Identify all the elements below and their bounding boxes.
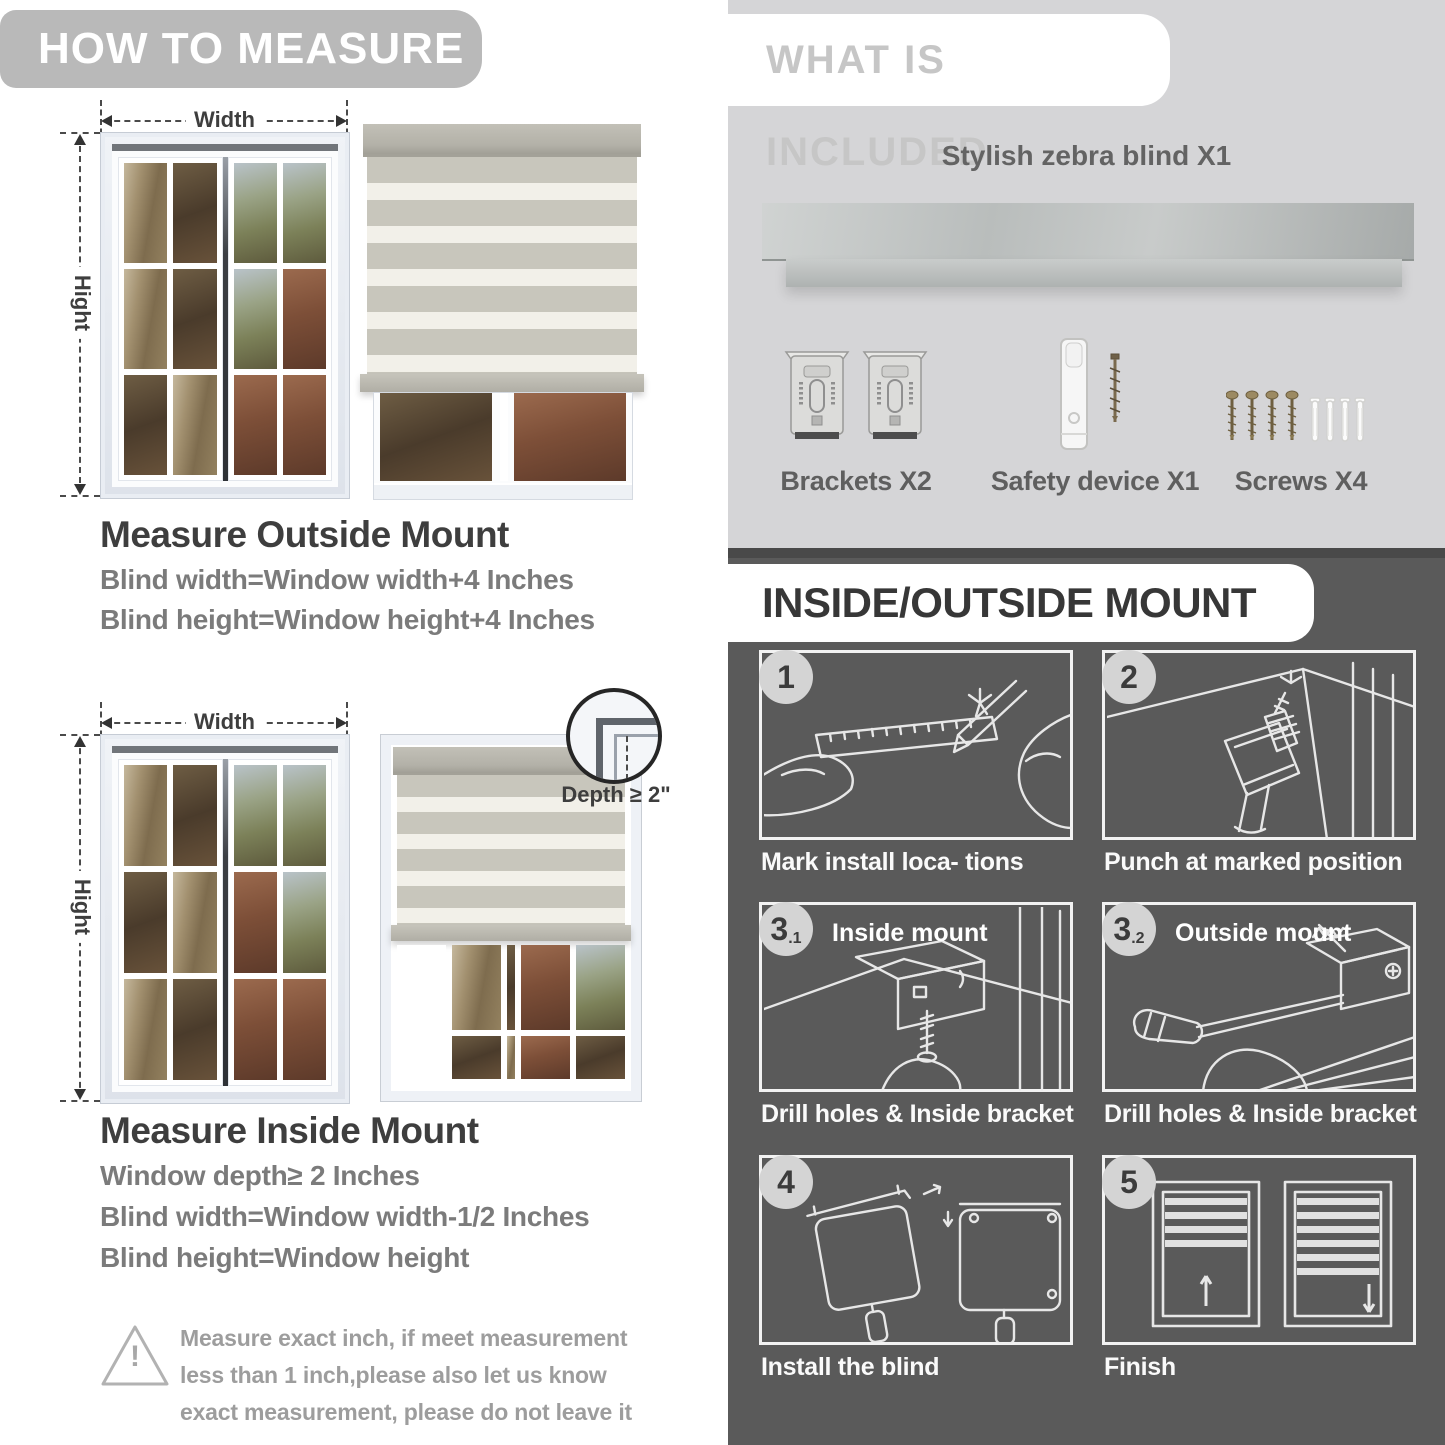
window-pane xyxy=(283,375,326,475)
step-panel-2 xyxy=(1102,650,1416,840)
guide-line xyxy=(60,495,100,497)
screw-icon xyxy=(1106,352,1124,432)
step-number-badge xyxy=(1102,1155,1156,1209)
step-caption: Install the blind xyxy=(761,1353,940,1381)
safety-device-icon xyxy=(1058,336,1090,452)
window-pane xyxy=(514,393,626,481)
arrowhead-up-icon xyxy=(74,134,86,145)
step-number-badge xyxy=(1102,650,1156,704)
window-pane xyxy=(124,872,167,973)
depth-label: Depth ≥ 2" xyxy=(561,782,671,807)
window-sliver xyxy=(373,392,633,500)
window-pane xyxy=(234,872,277,973)
window-pane xyxy=(124,979,167,1080)
window-pane xyxy=(173,979,216,1080)
outside-mount-line: Blind height=Window height+4 Inches xyxy=(100,604,595,635)
measurement-note: Measure exact inch, if meet measurement less than 1 inch,please also let us know exact measurement, please do not leave it xyxy=(180,1325,632,1425)
window-pane xyxy=(173,375,216,475)
blind-headrail-product xyxy=(762,203,1414,261)
arrowhead-right-icon xyxy=(336,115,347,127)
window-pane xyxy=(380,393,492,481)
step-caption: Finish xyxy=(1104,1353,1176,1381)
window-pane xyxy=(173,872,216,973)
blind-bottom-rail xyxy=(391,925,631,941)
step-caption: Drill holes & Inside bracket xyxy=(1104,1100,1417,1128)
window-pane xyxy=(173,765,216,866)
window-pane xyxy=(283,872,326,973)
step-caption: Mark install loca- tions xyxy=(761,848,1024,876)
depth-guide-line xyxy=(626,736,628,780)
arrowhead-down-icon xyxy=(74,484,86,495)
step-caption: Drill holes & Inside bracket xyxy=(761,1100,1074,1128)
arrowhead-left-icon xyxy=(101,115,112,127)
how-to-measure-header xyxy=(0,10,482,88)
step-number-badge xyxy=(1102,902,1156,956)
step-number: 5 xyxy=(1120,1163,1138,1200)
step-panel-4 xyxy=(759,1155,1073,1345)
height-arrow xyxy=(60,734,100,1102)
window-casement xyxy=(228,157,333,481)
window-sill xyxy=(374,483,632,499)
step-substep: .1 xyxy=(788,930,802,947)
outside-mount-line: Blind width=Window width+4 Inches xyxy=(100,564,574,595)
step-title: Outside mount xyxy=(1175,919,1352,947)
height-label: Hight xyxy=(69,267,95,339)
window-casement xyxy=(118,157,223,481)
inside-mount-title: Measure Inside Mount xyxy=(100,1110,479,1151)
step-number: 2 xyxy=(1120,658,1138,695)
mount-instructions-section xyxy=(728,548,1445,1445)
arrowhead-left-icon xyxy=(101,717,112,729)
window-pane xyxy=(124,765,167,866)
step-number-badge xyxy=(759,1155,813,1209)
window-pane xyxy=(283,269,326,369)
width-label: Width xyxy=(186,107,263,133)
window-pane xyxy=(124,269,167,369)
safety-device-label: Safety device X1 xyxy=(990,466,1200,496)
window-pane xyxy=(234,375,277,475)
window-pane xyxy=(124,375,167,475)
window-pane xyxy=(576,945,625,1030)
screw-icon xyxy=(1226,390,1304,452)
step-number: 3 xyxy=(1113,910,1132,947)
step-panel-3-2 xyxy=(1102,902,1416,1092)
blind-headrail xyxy=(363,124,641,157)
window-pane xyxy=(234,979,277,1080)
window-pane xyxy=(283,163,326,263)
window-pane xyxy=(452,1036,501,1079)
window-track xyxy=(112,144,338,151)
window-pane xyxy=(234,765,277,866)
how-to-measure-title: HOW TO MEASURE xyxy=(38,24,465,73)
window-sashes xyxy=(112,753,338,1092)
step-caption: Punch at marked position xyxy=(1104,848,1403,876)
bracket-icon xyxy=(862,344,928,446)
inside-mount-line: Blind height=Window height xyxy=(100,1242,470,1273)
step-panel-3-1 xyxy=(759,902,1073,1092)
window-pane xyxy=(234,269,277,369)
window-pane xyxy=(507,945,515,1030)
zebra-blind-illustration-outside xyxy=(363,124,641,498)
window-pane xyxy=(380,393,492,481)
step-panel-5 xyxy=(1102,1155,1416,1345)
window-pane xyxy=(283,979,326,1080)
exclamation-mark: ! xyxy=(130,1340,140,1373)
what-is-included-title: WHAT IS INCLUDED xyxy=(766,38,989,174)
wall-anchor-icon xyxy=(1308,396,1368,448)
window-pane xyxy=(514,393,626,481)
window-pane xyxy=(124,163,167,263)
width-label: Width xyxy=(186,709,263,735)
window-casement xyxy=(228,759,333,1086)
brackets-label: Brackets X2 xyxy=(780,466,932,496)
arrowhead-right-icon xyxy=(336,717,347,729)
window-pane xyxy=(521,945,570,1030)
mount-header xyxy=(728,564,1314,642)
blind-headrail-lip xyxy=(786,259,1402,287)
height-arrow xyxy=(60,132,100,497)
window-pane xyxy=(452,945,501,1030)
step-number: 4 xyxy=(777,1163,795,1200)
mount-title: INSIDE/OUTSIDE MOUNT xyxy=(762,579,1257,626)
arrowhead-up-icon xyxy=(74,736,86,747)
step-number: 1 xyxy=(777,658,795,695)
window-sashes xyxy=(112,151,338,487)
product-label: Stylish zebra blind X1 xyxy=(941,140,1232,171)
window-mullion xyxy=(397,945,446,1079)
window-pane xyxy=(283,765,326,866)
window-pane xyxy=(173,163,216,263)
window-panes xyxy=(397,945,625,1079)
window-diagram-inside xyxy=(100,734,350,1104)
outside-mount-title: Measure Outside Mount xyxy=(100,514,509,555)
window-pane xyxy=(576,1036,625,1079)
height-label: Hight xyxy=(69,871,95,943)
window-pane xyxy=(507,1036,515,1079)
window-pane xyxy=(521,1036,570,1079)
blind-stripes xyxy=(367,157,637,374)
step-number-badge xyxy=(759,902,813,956)
step-title: Inside mount xyxy=(832,919,988,947)
bracket-icon xyxy=(784,344,850,446)
what-is-included-section xyxy=(728,0,1445,548)
frame-corner-detail xyxy=(614,734,662,784)
how-to-measure-section xyxy=(0,0,718,1445)
step-number: 3 xyxy=(770,910,789,947)
window-mullion xyxy=(500,393,508,481)
window-track xyxy=(112,746,338,753)
screws-label: Screws X4 xyxy=(1234,466,1368,496)
magnifier-icon xyxy=(566,688,662,784)
warning-triangle-icon xyxy=(98,1322,172,1390)
inside-mount-line: Window depth≥ 2 Inches xyxy=(100,1160,420,1191)
step-number-badge xyxy=(759,650,813,704)
inside-mount-line: Blind width=Window width-1/2 Inches xyxy=(100,1201,590,1232)
guide-line xyxy=(60,1100,100,1102)
arrowhead-down-icon xyxy=(74,1089,86,1100)
window-diagram-outside xyxy=(100,132,350,499)
window-casement xyxy=(118,759,223,1086)
window-pane xyxy=(234,163,277,263)
blind-bottom-rail xyxy=(360,374,644,392)
panel-shadow xyxy=(728,548,1445,558)
step-panel-1 xyxy=(759,650,1073,840)
step-substep: .2 xyxy=(1131,930,1145,947)
window-pane xyxy=(173,269,216,369)
